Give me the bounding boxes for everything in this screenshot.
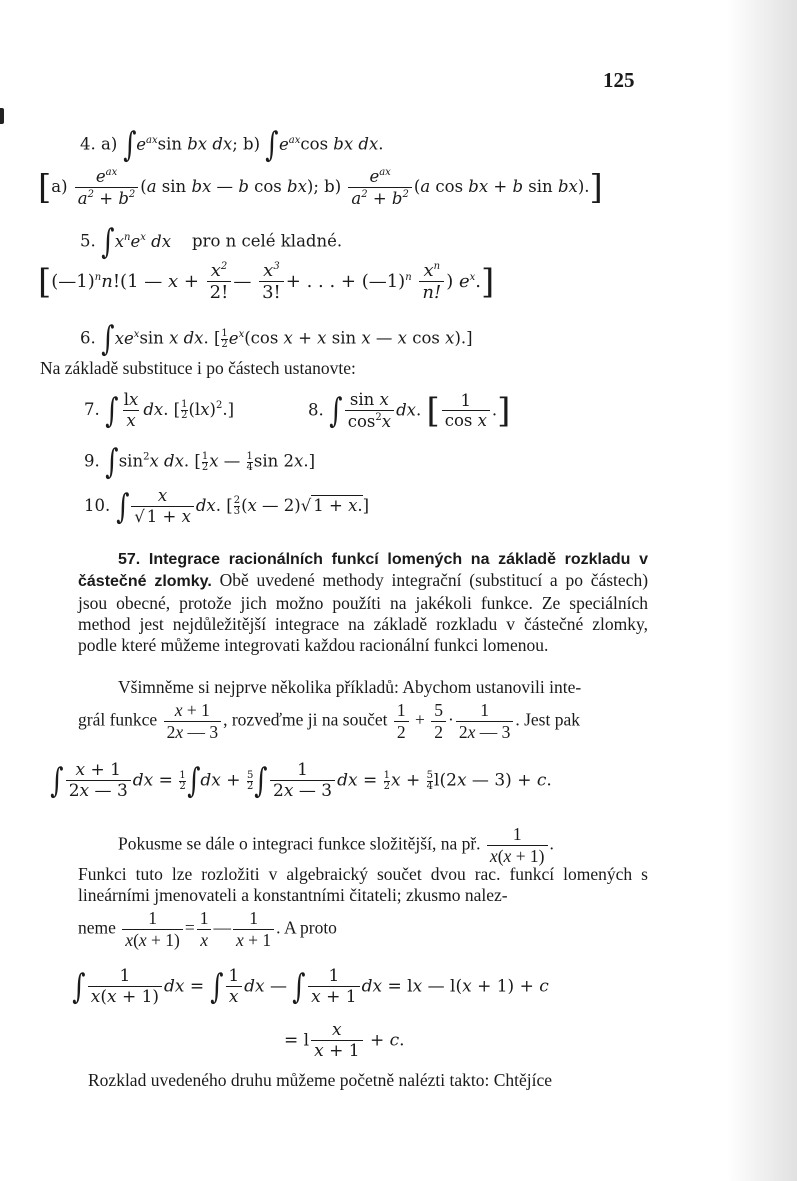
page-edge-shadow xyxy=(727,0,797,1181)
exercise-5: 5. $\int x^ne^x$ dx pro n celé kladné. xyxy=(80,222,343,262)
page-number: 125 xyxy=(603,68,635,92)
exercise-4: 4. a) $\int e^{ax}\sin$ bx dx; b) $\int e^{ax}\cos$ bx dx. xyxy=(80,125,384,165)
section-title: Integrace racionálních funkcí lomených na základě rozkladu v částečné zlomky. xyxy=(78,551,649,591)
section-number: 57. xyxy=(118,551,141,568)
binding-mark xyxy=(0,108,4,124)
exercise-10: 10. ∫ $\frac{x}{√ 1 + x}$ dx. [ $\frac{2}{3}$ (x — 2)√ 1 + x.] xyxy=(84,486,370,527)
equation-1: ∫ $\frac{x + 1}{2x — 3}$ dx = $\frac{1}{2}$ ∫dx + $\frac{5}{2}$ ∫ $\frac{1}{2x — 3}$ dx = $\frac{1}{2}$ x + $\frac{5}{4}$ l(2x — 3) + c. xyxy=(50,760,552,801)
exercise-8: 8. ∫ $\frac{\text{sin x}}{\cos^2x}$ dx. [ $\frac{1}{\text{cos x}}$ .] xyxy=(308,390,511,431)
section-paragraph-2: Všimněme si nejprve několika příkladů: Abychom ustanovili inte- xyxy=(118,677,582,697)
exercise-7: 7. ∫ $\frac{lx}{x}$ dx. [ $\frac{1}{2}$ (lx)$^2$.] xyxy=(84,390,235,431)
section-paragraph-4: Rozklad uvedeného druhu můžeme početně nalézti takto: Chtějíce xyxy=(88,1070,553,1090)
exercise-9: 9. $\int\sin^2x$ dx. [ $\frac{1}{2}$ x — $\frac{1}{4}$ sin 2x.] xyxy=(84,442,316,482)
equation-2-line-2: = l $\frac{x}{x + 1}$ + c. xyxy=(284,1020,405,1061)
exercise-number: 4. xyxy=(80,134,96,154)
exercise-4-answer: [a) $\frac{e^{ax}}{a^2 + b^2}$ (a sin bx — b cos bx); b) $\frac{e^{ax}}{a^2 + b^2}$ (a cos bx + b sin bx).] xyxy=(38,167,603,208)
section-paragraph-2-cont: grál funkce $\frac{x + 1}{2x — 3}$ , rozveďme ji na součet $\frac{1}{2}$ + $\frac{5}{2}$ · $\frac{1}{2x — 3}$ . Jest pak xyxy=(78,700,581,742)
section-57-intro xyxy=(78,548,648,656)
instruction-text: Na základě substituce i po částech ustanovte: xyxy=(40,358,356,378)
equation-2-line-1: ∫ $\frac{1}{x(x + 1)}$ dx = ∫ $\frac{1}{x}$ dx — ∫ $\frac{1}{x + 1}$ dx = lx — l(x + 1) + c xyxy=(72,966,549,1007)
section-paragraph-3-end: neme $\frac{1}{x(x + 1)}$ = $\frac{1}{x}$ — $\frac{1}{x + 1}$ . A proto xyxy=(78,908,337,950)
section-paragraph-3: Funkci tuto lze rozložiti v algebraický součet dvou rac. funkcí lomených s lineárními jmenovateli a konstantními čitateli; zkusmo nalez- xyxy=(78,864,648,906)
exercise-5-answer: [(—1)$^n$n!(1 — x + $\frac{x^2}{2!}$ — $\frac{x^3}{3!}$ + . . . + (—1)$^n$ $\frac{x^n}{n!}$ ) $e^x$.] xyxy=(38,260,495,303)
section-paragraph-1: Obě uvedené methody integrační (substitucí a po částech) jsou obecné, protože jich možno použíti na jakékoli funkce. Ze speciálních method jest nejdůležitější integrace na základě rozkladu v částečné zlomky, podle které můžeme integrovati každou racionální funkci lomenou. xyxy=(78,570,649,656)
section-paragraph-3-start: Pokusme se dále o integraci funkce složitější, na př. $\frac{1}{x(x + 1)}$ . xyxy=(118,824,554,866)
exercise-6: 6. $\int xe^x\sin$ x dx. [ $\frac{1}{2}$ $e^x(\cos$ x + x sin x — x cos x).] xyxy=(80,319,473,359)
